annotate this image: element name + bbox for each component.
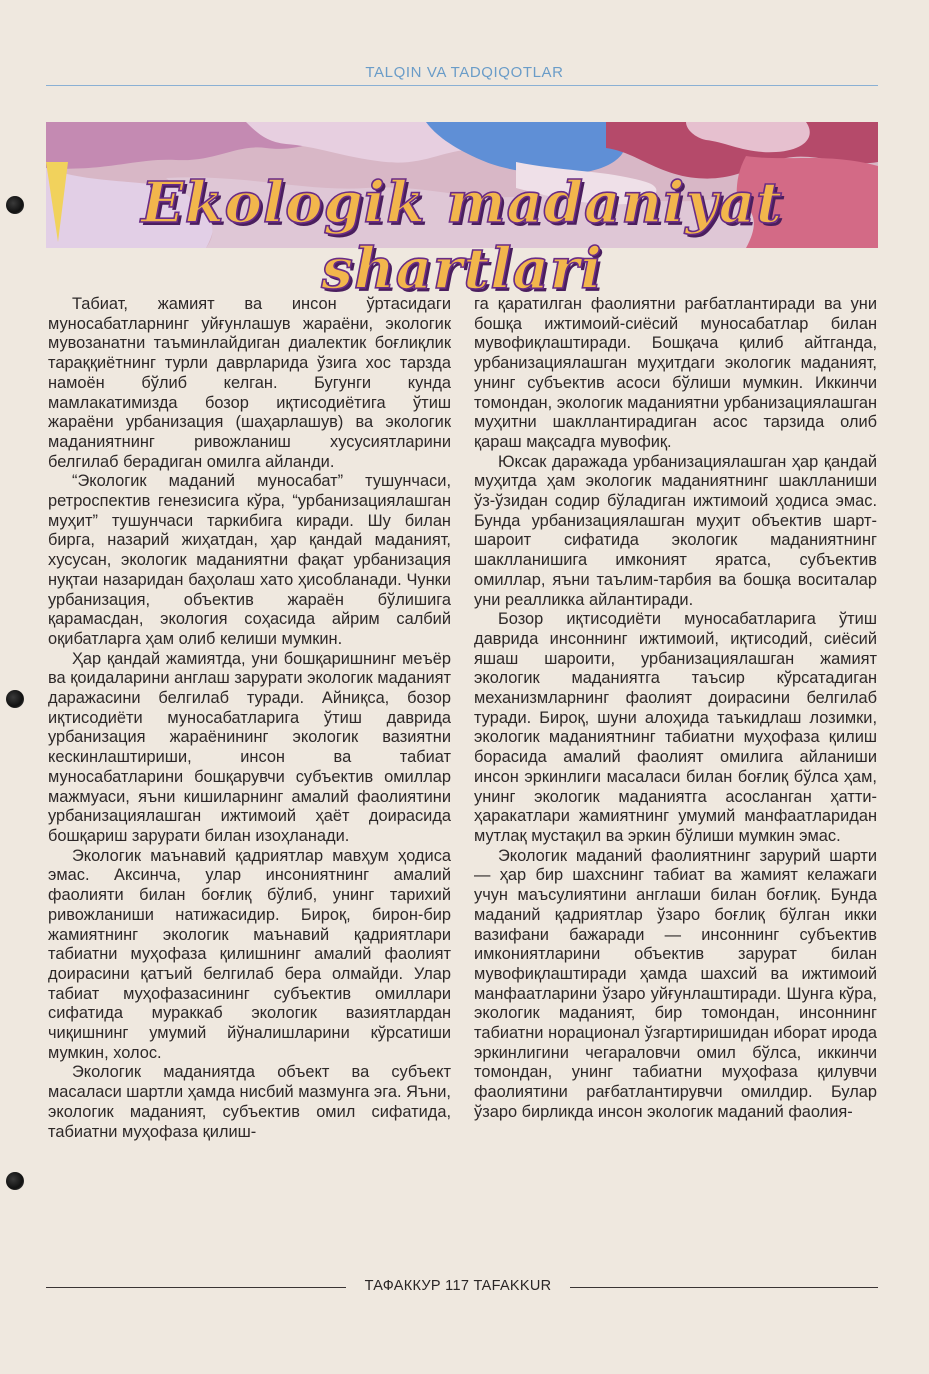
paragraph: Экологик маданиятда объект ва субъект масаласи шартли ҳамда нисбий мазмунга эга. Яъни, экологик маданият, субъектив омил сифатида, табиатни муҳофаза қилиш- [48,1063,451,1141]
paragraph: га қаратилган фаолиятни рағбатлантиради ва уни бошқа ижтимоий-сиёсий муносабатлар билан мувофиқлаштиради. Бошқача қилиб айтганда, урбанизациялашган муҳитдаги экологик маданият, унинг субъектив асоси бўлиши мумкин. Иккинчи томондан, экологик маданиятни урбанизациялашган муҳитни шакллантирадиган асос тарзида олиб қараш мақсадга мувофиқ. [474,295,877,451]
punch-hole-icon [6,690,24,708]
paragraph: Бозор иқтисодиёти муносабатларига ўтиш даврида инсоннинг ижтимоий, иқтисодий, сиёсий яшаш шароити, урбанизациялашган жамият экологик маданиятга таъсир кўрсатадиган механизмларнинг фаолият доирасини белгилаб туради. Бироқ, шуни алоҳида таъкидлаш лозимки, экологик маданиятнинг табиатни муҳофаза қилиш борасида амалий фаолият омилига айланиши инсон эркинлиги масаласи билан боғлиқ бўлса ҳам, унинг экологик маданиятга асосланган ҳатти-ҳаракатлари жамиятнинг умумий манфаатларидан мутлақ мустақил ва эркин бўлиши мумкин эмас. [474,610,877,845]
paragraph: “Экологик маданий муносабат” тушунчаси, ретроспектив генезисига кўра, “урбанизациялашган муҳит” тушунчаси таркибига киради. Шу билан бирга, назарий жиҳатдан, ҳар қандай маданият, хусусан, экологик маданиятни фақат урбанизация нуқтаи назаридан баҳолаш хато ҳисобланади. Чунки урбанизация, объектив жараён бўлишига қарамасдан, экология соҳасида айрим салбий оқибатларга ҳам олиб келиши мумкин. [48,472,451,648]
punch-hole-icon [6,1172,24,1190]
paragraph: Экологик маънавий қадриятлар мавҳум ҳодиса эмас. Аксинча, улар инсониятнинг амалий фаолияти билан боғлиқ бўлиб, унинг тарихий ривожланиши натижасидир. Бироқ, бирон-бир жамиятнинг экологик маънавий қадриятлари табиатни муҳофаза қилишнинг амалий фаолият доирасини қатъий белгилаб бера олмайди. Улар табиат муҳофазасининг субъектив омиллари сифатида мураккаб экологик вазиятлардан чиқишнинг умумий йўналишларини кўрсатиши мумкин, холос. [48,846,451,1062]
footer-rule-left [46,1287,346,1288]
paragraph: Юксак даражада урбанизациялашган ҳар қандай муҳитда ҳам экологик маданиятнинг шаклланиши ўз-ўзидан содир бўладиган ижтимоий ҳодиса эмас. Бунда урбанизациялашган муҳит объектив шарт-шароит сифатида экологик маданиятнинг шаклланишига имконият яратса, субъектив омиллар, яъни таълим-тарбия ва бошқа воситалар уни реалликка айлантиради. [474,452,877,609]
title-banner [46,122,878,302]
paragraph: Ҳар қандай жамиятда, уни бошқаришнинг меъёр ва қоидаларини англаш зарурати экологик маданият даражасини белгилаб туради. Айниқса, бозор иқтисодиёти муносабатларига ўтиш даврида урбанизация жараёнининг экологик вазиятни кескинлаштириши, инсон ва табиат муносабатларини бошқарувчи субъектив омиллар мажмуаси, яъни кишиларнинг амалий фаолиятини урбанизациялашган ижтимоий ҳаёт доирасида бошқариш зарурати билан изоҳланади. [48,649,451,845]
header-rule [46,85,878,86]
section-title: TALQIN VA TADQIQOTLAR [365,64,564,81]
left-column [48,295,451,1142]
footer-rule-right [570,1287,878,1288]
right-column [474,295,877,1123]
punch-hole-icon [6,196,24,214]
page-number-label: ТАФАККУР 117 TAFAKKUR [364,1278,552,1294]
paragraph: Экологик маданий фаолиятнинг зарурий шарти — ҳар бир шахснинг табиат ва жамият келажаги учун маъсулиятини англаши билан боғлиқ. Бунда маданий қадриятлар ўзаро боғлиқ бўлган икки вазифани бажаради — инсоннинг субъектив имкониятларини объектив зарурат билан мувофиқлаштиради ҳамда шахсий ва ижтимоий манфаатларини ўзаро уйғунлаштиради. Шунга кўра, экологик маданият, бир томондан, инсоннинг табиатни норационал ўзгартиришидан иборат ирода эркинлигини чегараловчи омил бўлса, иккинчи томондан, унинг табиатни муҳофаза қилувчи фаолиятини рағбатлантирувчи омилдир. Булар ўзаро бирликда инсон экологик маданий фаолия- [474,846,877,1121]
paragraph: Табиат, жамият ва инсон ўртасидаги муносабатларнинг уйғунлашув жараёни, экологик мувозанатни таъминлайдиган диалектик боғлиқлик тараққиётнинг турли даврларида ўзига хос тарзда намоён бўлиб келган. Бугунги кунда мамлакатимизда бозор иқтисодиётига ўтиш жараёни урбанизация (шаҳарлашув) ва экологик маданиятнинг ривожланиш хусусиятларини белгилаб берадиган омилга айланди. [48,295,451,471]
article-title: Ekologik madaniyat shartlari [141,170,783,302]
